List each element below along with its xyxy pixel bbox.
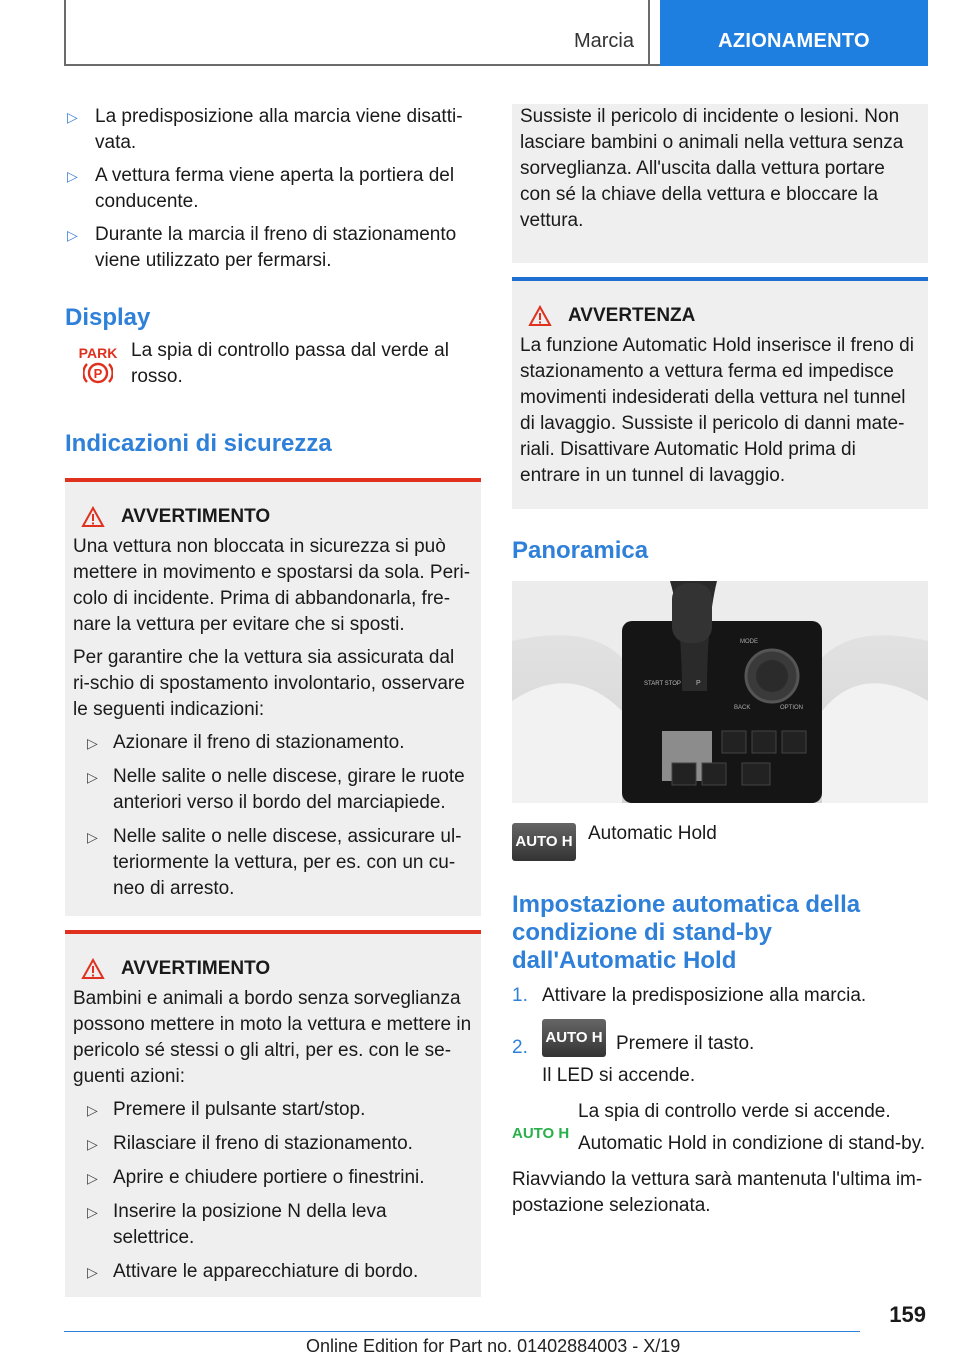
warning-triangle-icon bbox=[81, 506, 105, 528]
triangle-bullet-icon: ▷ bbox=[87, 1170, 98, 1186]
svg-text:OPTION: OPTION bbox=[780, 705, 804, 711]
list-item: ▷ La predisposizione alla marcia viene disatti-vata. bbox=[67, 106, 463, 153]
list-item: ▷ Durante la marcia il freno di stazionamento viene utilizzato per fermarsi. bbox=[67, 224, 457, 271]
display-row bbox=[65, 338, 481, 394]
list-item: 2. AUTO H Premere il tasto. bbox=[512, 1019, 928, 1057]
warning-paragraph: Sussiste il pericolo di incidente o lesioni. Non lasciare bambini o animali nella vettura senza sorveglianza. All'uscita dalla vettura portare con sé la chiave della vettura e bloccare la vettura. bbox=[520, 106, 904, 231]
warning-title: AVVERTIMENTO bbox=[73, 956, 473, 982]
svg-text:MODE: MODE bbox=[740, 639, 758, 645]
warning-triangle-icon bbox=[528, 305, 552, 327]
warning-box-continued bbox=[512, 104, 928, 263]
warning-paragraph: Bambini e animali a bordo senza sorveglianza possono mettere in moto la vettura e mettere in pericolo sé stessi o gli altri, per es. con le se-guenti azioni: bbox=[73, 988, 472, 1087]
triangle-bullet-icon: ▷ bbox=[87, 735, 98, 751]
triangle-bullet-icon: ▷ bbox=[87, 1102, 98, 1118]
header-section-title: Marcia bbox=[573, 30, 634, 52]
standby-heading: Impostazione automatica della condizione di stand-by dall'Automatic Hold bbox=[512, 891, 861, 974]
list-item: ▷ Premere il pulsante start/stop. bbox=[73, 1097, 473, 1123]
triangle-bullet-icon: ▷ bbox=[87, 1264, 98, 1280]
svg-text:P: P bbox=[93, 366, 103, 381]
list-item: 1. Attivare la predisposizione alla marcia. bbox=[512, 985, 867, 1006]
led-text: Il LED si accende. bbox=[542, 1065, 696, 1086]
header-chapter-title: AZIONAMENTO bbox=[718, 30, 870, 52]
autoh-caption: Automatic Hold bbox=[588, 823, 717, 844]
triangle-bullet-icon: ▷ bbox=[67, 109, 78, 125]
svg-text:P: P bbox=[696, 680, 701, 687]
triangle-bullet-icon: ▷ bbox=[87, 769, 98, 785]
triangle-bullet-icon: ▷ bbox=[67, 227, 78, 243]
list-item: ▷ A vettura ferma viene aperta la portiera del conducente. bbox=[67, 165, 455, 212]
list-item: ▷ Nelle salite o nelle discese, assicurare ul-teriormente la vettura, per es. con un cu-neo di arresto. bbox=[87, 826, 462, 899]
warning-paragraph: Una vettura non bloccata in sicurezza si può mettere in movimento e spostarsi da sola. Peri-colo di incidente. Prima di abbandonarla, fre-nare la vettura per evitare che si sposti. bbox=[73, 536, 471, 635]
right-column bbox=[512, 104, 928, 1219]
warning-title: AVVERTIMENTO bbox=[73, 504, 473, 530]
display-heading: Display bbox=[65, 304, 151, 331]
center-console-image bbox=[512, 581, 928, 803]
svg-text:START STOP: START STOP bbox=[644, 681, 681, 687]
left-column bbox=[65, 104, 481, 1297]
console-photo bbox=[512, 581, 928, 803]
triangle-bullet-icon: ▷ bbox=[87, 1136, 98, 1152]
page-number: 159 bbox=[889, 1302, 926, 1327]
autoh-indicator-icon: AUTO H bbox=[512, 1125, 570, 1142]
final-paragraph: Riavviando la vettura sarà mantenuta l'ultima im-postazione selezionata. bbox=[512, 1169, 923, 1216]
indicator-text: La spia di controllo verde si accende. Automatic Hold in condizione di stand-by. bbox=[578, 1101, 926, 1154]
warning-box bbox=[65, 930, 481, 1297]
header-left-frame bbox=[64, 0, 650, 66]
triangle-bullet-icon: ▷ bbox=[87, 829, 98, 845]
overview-heading: Panoramica bbox=[512, 537, 649, 564]
footer-rule bbox=[64, 1331, 860, 1332]
autoh-caption-row bbox=[512, 823, 928, 861]
park-brake-icon: PARK P bbox=[78, 345, 118, 381]
warning-box bbox=[65, 478, 481, 916]
footer-edition: Online Edition for Part no. 01402884003 - X/19 bbox=[306, 1336, 681, 1356]
header-chapter-tab[interactable] bbox=[660, 0, 928, 66]
notice-paragraph: La funzione Automatic Hold inserisce il freno di stazionamento a vettura ferma ed impedisce movimenti indesiderati della vettura nel tunnel di lavaggio. Sussiste il pericolo di danni mate-riali. Disattivare Automatic Hold prima di entrare in un tunnel di lavaggio. bbox=[520, 335, 914, 486]
warning-triangle-icon bbox=[81, 958, 105, 980]
list-item: ▷ Attivare le apparecchiature di bordo. bbox=[73, 1259, 473, 1285]
triangle-bullet-icon: ▷ bbox=[87, 1204, 98, 1220]
list-item: ▷ Inserire la posizione N della leva selettrice. bbox=[87, 1201, 387, 1248]
safety-heading: Indicazioni di sicurezza bbox=[65, 430, 332, 457]
list-item: ▷ Rilasciare il freno di stazionamento. bbox=[73, 1131, 473, 1157]
display-text: La spia di controllo passa dal verde al rosso. bbox=[131, 340, 449, 387]
list-item: ▷ Aprire e chiudere portiere o finestrini. bbox=[73, 1165, 473, 1191]
notice-title: AVVERTENZA bbox=[520, 303, 920, 329]
indicator-row bbox=[512, 1099, 928, 1157]
autoh-button-icon: AUTO H bbox=[542, 1019, 606, 1057]
warning-paragraph: Per garantire che la vettura sia assicurata dal ri-schio di spostamento involontario, osservare le seguenti indicazioni: bbox=[73, 647, 465, 720]
triangle-bullet-icon: ▷ bbox=[67, 168, 78, 184]
list-item: ▷ Nelle salite o nelle discese, girare le ruote anteriori verso il bordo del marciapiede. bbox=[87, 766, 465, 813]
list-item: ▷ Azionare il freno di stazionamento. bbox=[73, 730, 473, 756]
steps-list bbox=[512, 983, 928, 1089]
svg-text:BACK: BACK bbox=[734, 705, 751, 711]
notice-box bbox=[512, 277, 928, 509]
autoh-button-icon: AUTO H bbox=[512, 823, 576, 861]
